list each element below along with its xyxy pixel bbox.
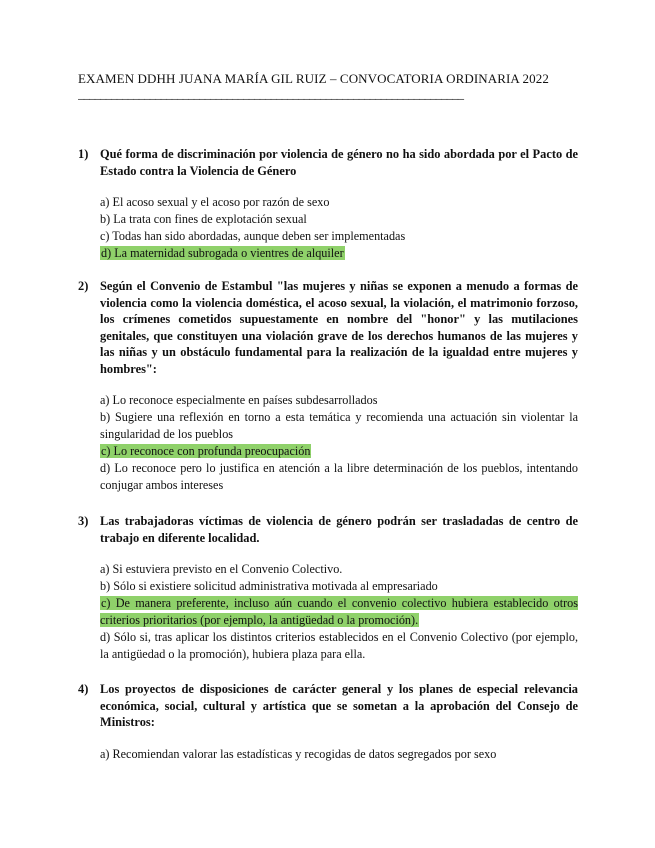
question-1-text: Qué forma de discriminación por violencia de género no ha sido abordada por el Pacto de Estado contra la Violencia de Género — [100, 147, 578, 178]
question-2-option-b: b) Sugiere una reflexión en torno a esta temática y recomienda una actuación sin violentar la singularidad de los pueblos — [100, 410, 578, 441]
question-2-text: Según el Convenio de Estambul "las mujeres y niñas se exponen a menudo a formas de violencia como la violencia doméstica, el acoso sexual, la violación, el matrimonio forzoso, los crímenes cometidos supuestamente en nombre del "honor" y las mutilaciones genitales, que constituyen una violación grave de los derechos humanos de las mujeres y las niñas y un obstáculo fundamental para la realización de la igualdad entre mujeres y hombres": — [100, 279, 578, 376]
question-3-options — [100, 561, 578, 663]
question-3-option-d: d) Sólo si, tras aplicar los distintos criterios establecidos en el Convenio Colectivo (por ejemplo, la antigüedad o la promoción), hubiera plaza para ella. — [100, 630, 578, 661]
question-3-text: Las trabajadoras víctimas de violencia de género podrán ser trasladadas de centro de trabajo en diferente localidad. — [100, 514, 578, 545]
question-1-statement — [78, 146, 578, 179]
question-2-options — [100, 392, 578, 494]
question-4-text: Los proyectos de disposiciones de carácter general y los planes de especial relevancia económica, social, cultural y artística que se sometan a la aprobación del Consejo de Ministros: — [100, 682, 578, 729]
question-4-number: 4) — [78, 682, 89, 696]
exam-page — [78, 70, 578, 761]
title-underline: ______________________________________________________________________ — [78, 87, 463, 101]
question-1-number: 1) — [78, 147, 89, 161]
question-1-option-c: c) Todas han sido abordadas, aunque deben ser implementadas — [100, 229, 406, 243]
question-4-options — [100, 746, 578, 763]
question-2-number: 2) — [78, 279, 89, 293]
question-1 — [78, 146, 578, 262]
question-4-statement — [78, 681, 578, 731]
question-4-option-a: a) Recomiendan valorar las estadísticas y recogidas de datos segregados por sexo — [100, 746, 497, 761]
question-1-option-d — [100, 245, 578, 262]
question-3-number: 3) — [78, 514, 89, 528]
correct-answer-highlight: c) De manera preferente, incluso aún cuando el convenio colectivo hubiera establecido otros criterios prioritarios (por ejemplo, la antigüedad o la promoción). — [100, 596, 578, 627]
question-1-options — [100, 194, 578, 262]
correct-answer-highlight: c) Lo reconoce con profunda preocupación — [101, 444, 311, 458]
question-2-option-c — [100, 443, 578, 460]
question-2 — [78, 278, 578, 494]
question-1-option-a: a) El acoso sexual y el acoso por razón de sexo — [100, 195, 330, 209]
question-3 — [78, 513, 578, 663]
question-2-option-d: d) Lo reconoce pero lo justifica en atención a la libre determinación de los pueblos, intentando conjugar ambos intereses — [100, 461, 578, 492]
question-3-option-c — [100, 595, 578, 629]
question-4 — [78, 681, 578, 763]
exam-title: EXAMEN DDHH JUANA MARÍA GIL RUIZ – CONVOCATORIA ORDINARIA 2022 — [78, 71, 549, 86]
question-1-option-b: b) La trata con fines de explotación sexual — [100, 212, 307, 226]
question-2-option-a: a) Lo reconoce especialmente en países subdesarrollados — [100, 393, 378, 407]
question-2-statement — [78, 278, 578, 377]
correct-answer-highlight: d) La maternidad subrogada o vientres de alquiler — [101, 246, 344, 260]
question-3-option-b: b) Sólo si existiere solicitud administrativa motivada al empresariado — [100, 579, 438, 593]
question-3-statement — [78, 513, 578, 546]
question-3-option-a: a) Si estuviera previsto en el Convenio Colectivo. — [100, 562, 343, 576]
